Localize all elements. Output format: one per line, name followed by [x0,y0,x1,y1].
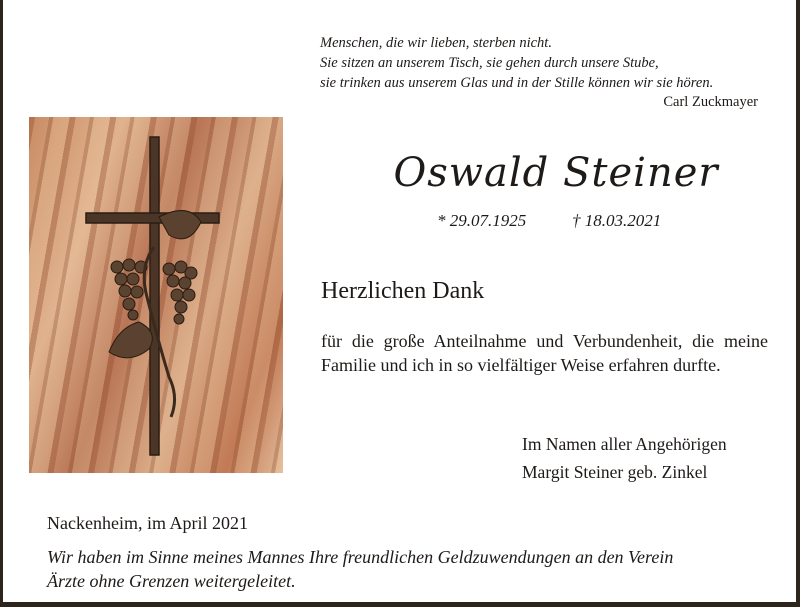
donation-note [47,545,767,593]
thanks-text: für die große Anteilnahme und Verbundenheit, die meine Familie und ich in so vielfältiger Weise erfahren durfte. [321,331,768,375]
signature-name: Margit Steiner geb. Zinkel [522,462,708,482]
quote-line: Sie sitzen an unserem Tisch, sie gehen durch unsere Stube, [320,55,659,71]
thanks-heading: Herzlichen Dank [321,278,485,304]
signature [522,430,727,486]
death-date: † 18.03.2021 [572,211,662,230]
quote [320,33,770,93]
note-line: Wir haben im Sinne meines Mannes Ihre freundlichen Geldzuwendungen an den Verein [47,547,674,567]
quote-line: Menschen, die wir lieben, sterben nicht. [320,35,552,51]
cross-with-grapes-icon [29,117,283,473]
signature-line: Im Namen aller Angehörigen [522,434,727,454]
quote-author: Carl Zuckmayer [663,94,758,110]
deceased-name: Oswald Steiner [393,150,719,196]
note-line: Ärzte ohne Grenzen weitergeleitet. [47,571,296,591]
place-date: Nackenheim, im April 2021 [47,513,248,533]
memorial-photo [29,117,283,473]
quote-line: sie trinken aus unserem Glas und in der Stille können wir sie hören. [320,75,714,91]
birth-date: * 29.07.1925 [437,211,527,230]
